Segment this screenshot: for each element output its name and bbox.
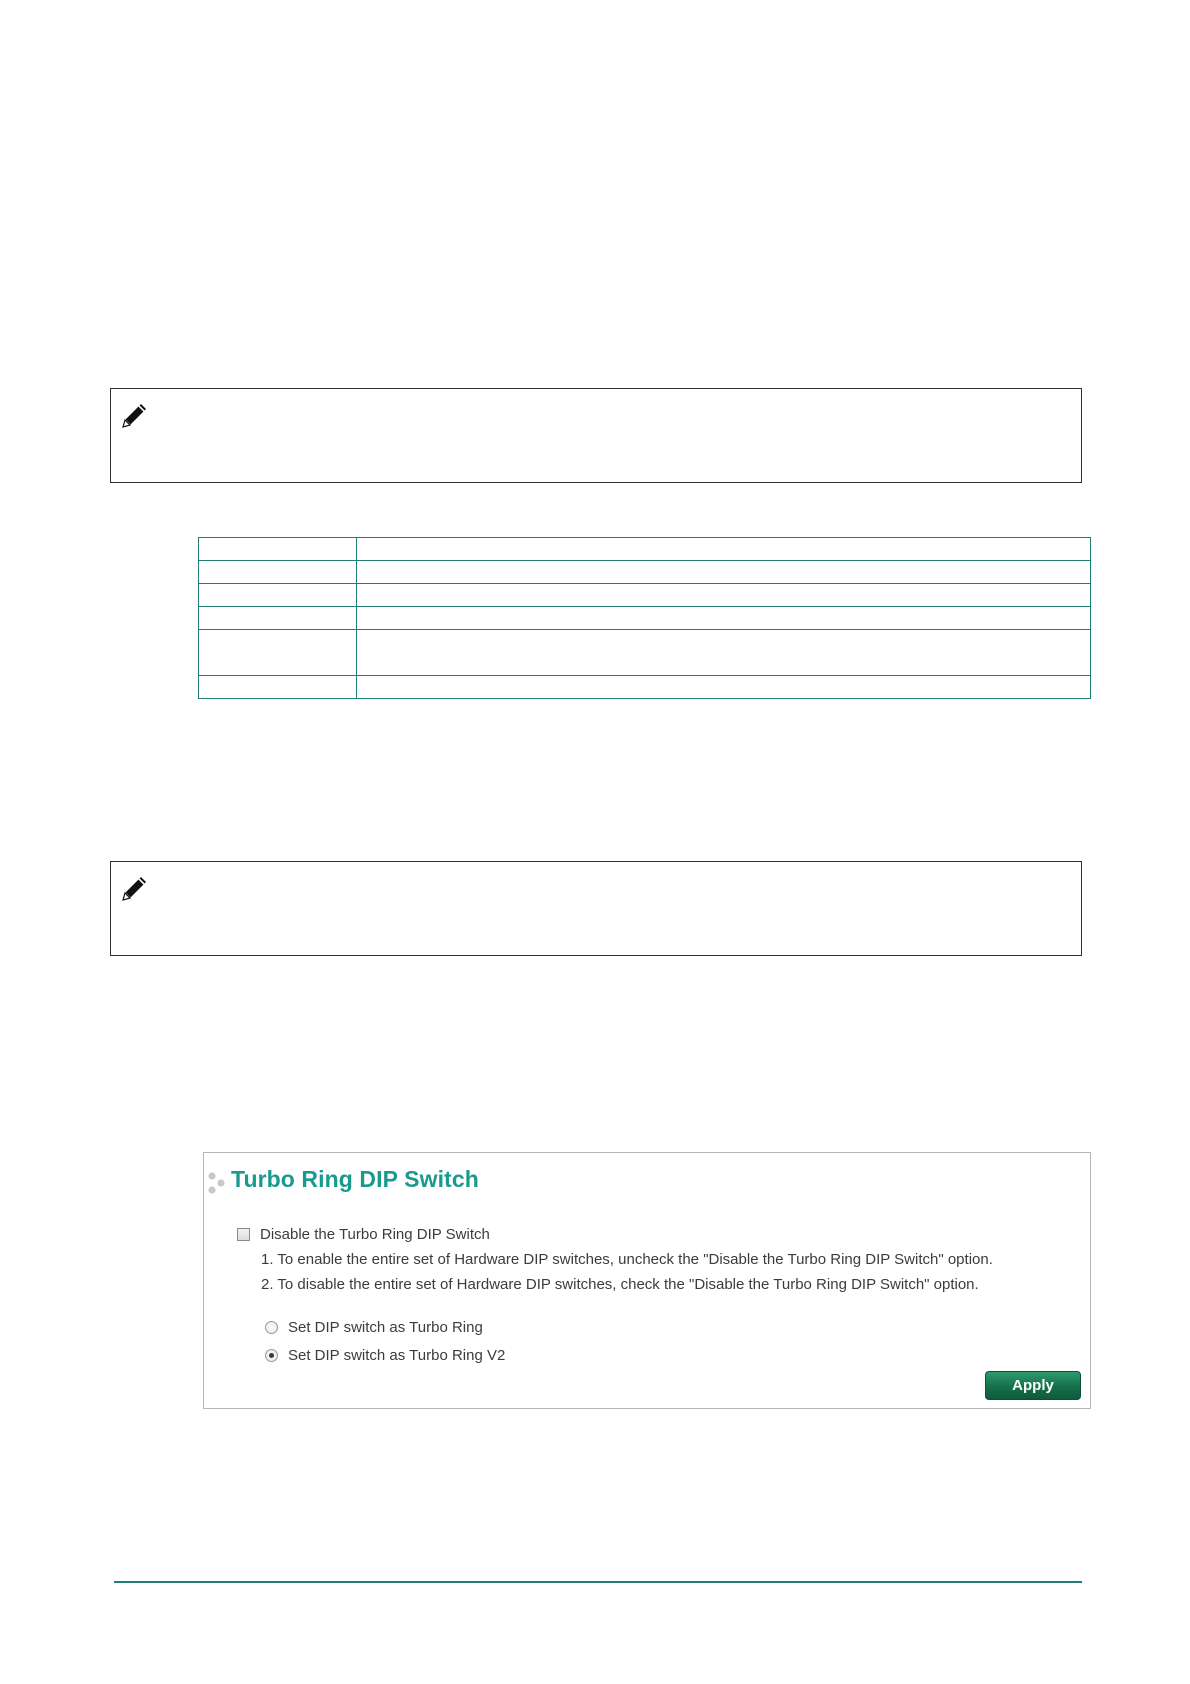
table-cell	[199, 630, 357, 676]
table-cell	[357, 538, 1091, 561]
table-cell	[357, 676, 1091, 699]
radio-turbo-ring-row[interactable]	[265, 1319, 483, 1336]
pencil-icon	[117, 399, 151, 433]
note-box-2	[110, 861, 1082, 956]
turbo-ring-dip-panel	[203, 1152, 1091, 1409]
footer-divider	[114, 1581, 1082, 1583]
table-cell	[199, 584, 357, 607]
table-row	[199, 538, 1091, 561]
table-cell	[199, 676, 357, 699]
dots-icon	[207, 1171, 229, 1195]
table-cell	[199, 607, 357, 630]
radio-label: Set DIP switch as Turbo Ring	[288, 1319, 483, 1336]
table-row	[199, 607, 1091, 630]
table-row	[199, 561, 1091, 584]
radio-turbo-ring-v2-row[interactable]	[265, 1347, 505, 1364]
table-row	[199, 676, 1091, 699]
apply-button[interactable]: Apply	[985, 1371, 1081, 1400]
hint-enable: 1. To enable the entire set of Hardware DIP switches, uncheck the "Disable the Turbo Ring DIP Switch" option.	[261, 1251, 993, 1268]
hint-disable: 2. To disable the entire set of Hardware DIP switches, check the "Disable the Turbo Ring DIP Switch" option.	[261, 1276, 979, 1293]
table-row	[199, 630, 1091, 676]
table-cell	[199, 538, 357, 561]
disable-dip-checkbox-row[interactable]	[237, 1226, 490, 1243]
note-box-1	[110, 388, 1082, 483]
pencil-icon	[117, 872, 151, 906]
disable-dip-checkbox[interactable]	[237, 1228, 250, 1241]
checkbox-label: Disable the Turbo Ring DIP Switch	[260, 1226, 490, 1243]
table-cell	[357, 561, 1091, 584]
table-cell	[357, 584, 1091, 607]
radio-turbo-ring[interactable]	[265, 1321, 278, 1334]
table-row	[199, 584, 1091, 607]
panel-title: Turbo Ring DIP Switch	[231, 1166, 479, 1192]
table-cell	[199, 561, 357, 584]
spec-table	[198, 537, 1091, 699]
radio-turbo-ring-v2[interactable]	[265, 1349, 278, 1362]
table-cell	[357, 630, 1091, 676]
table-cell	[357, 607, 1091, 630]
radio-label: Set DIP switch as Turbo Ring V2	[288, 1347, 506, 1364]
